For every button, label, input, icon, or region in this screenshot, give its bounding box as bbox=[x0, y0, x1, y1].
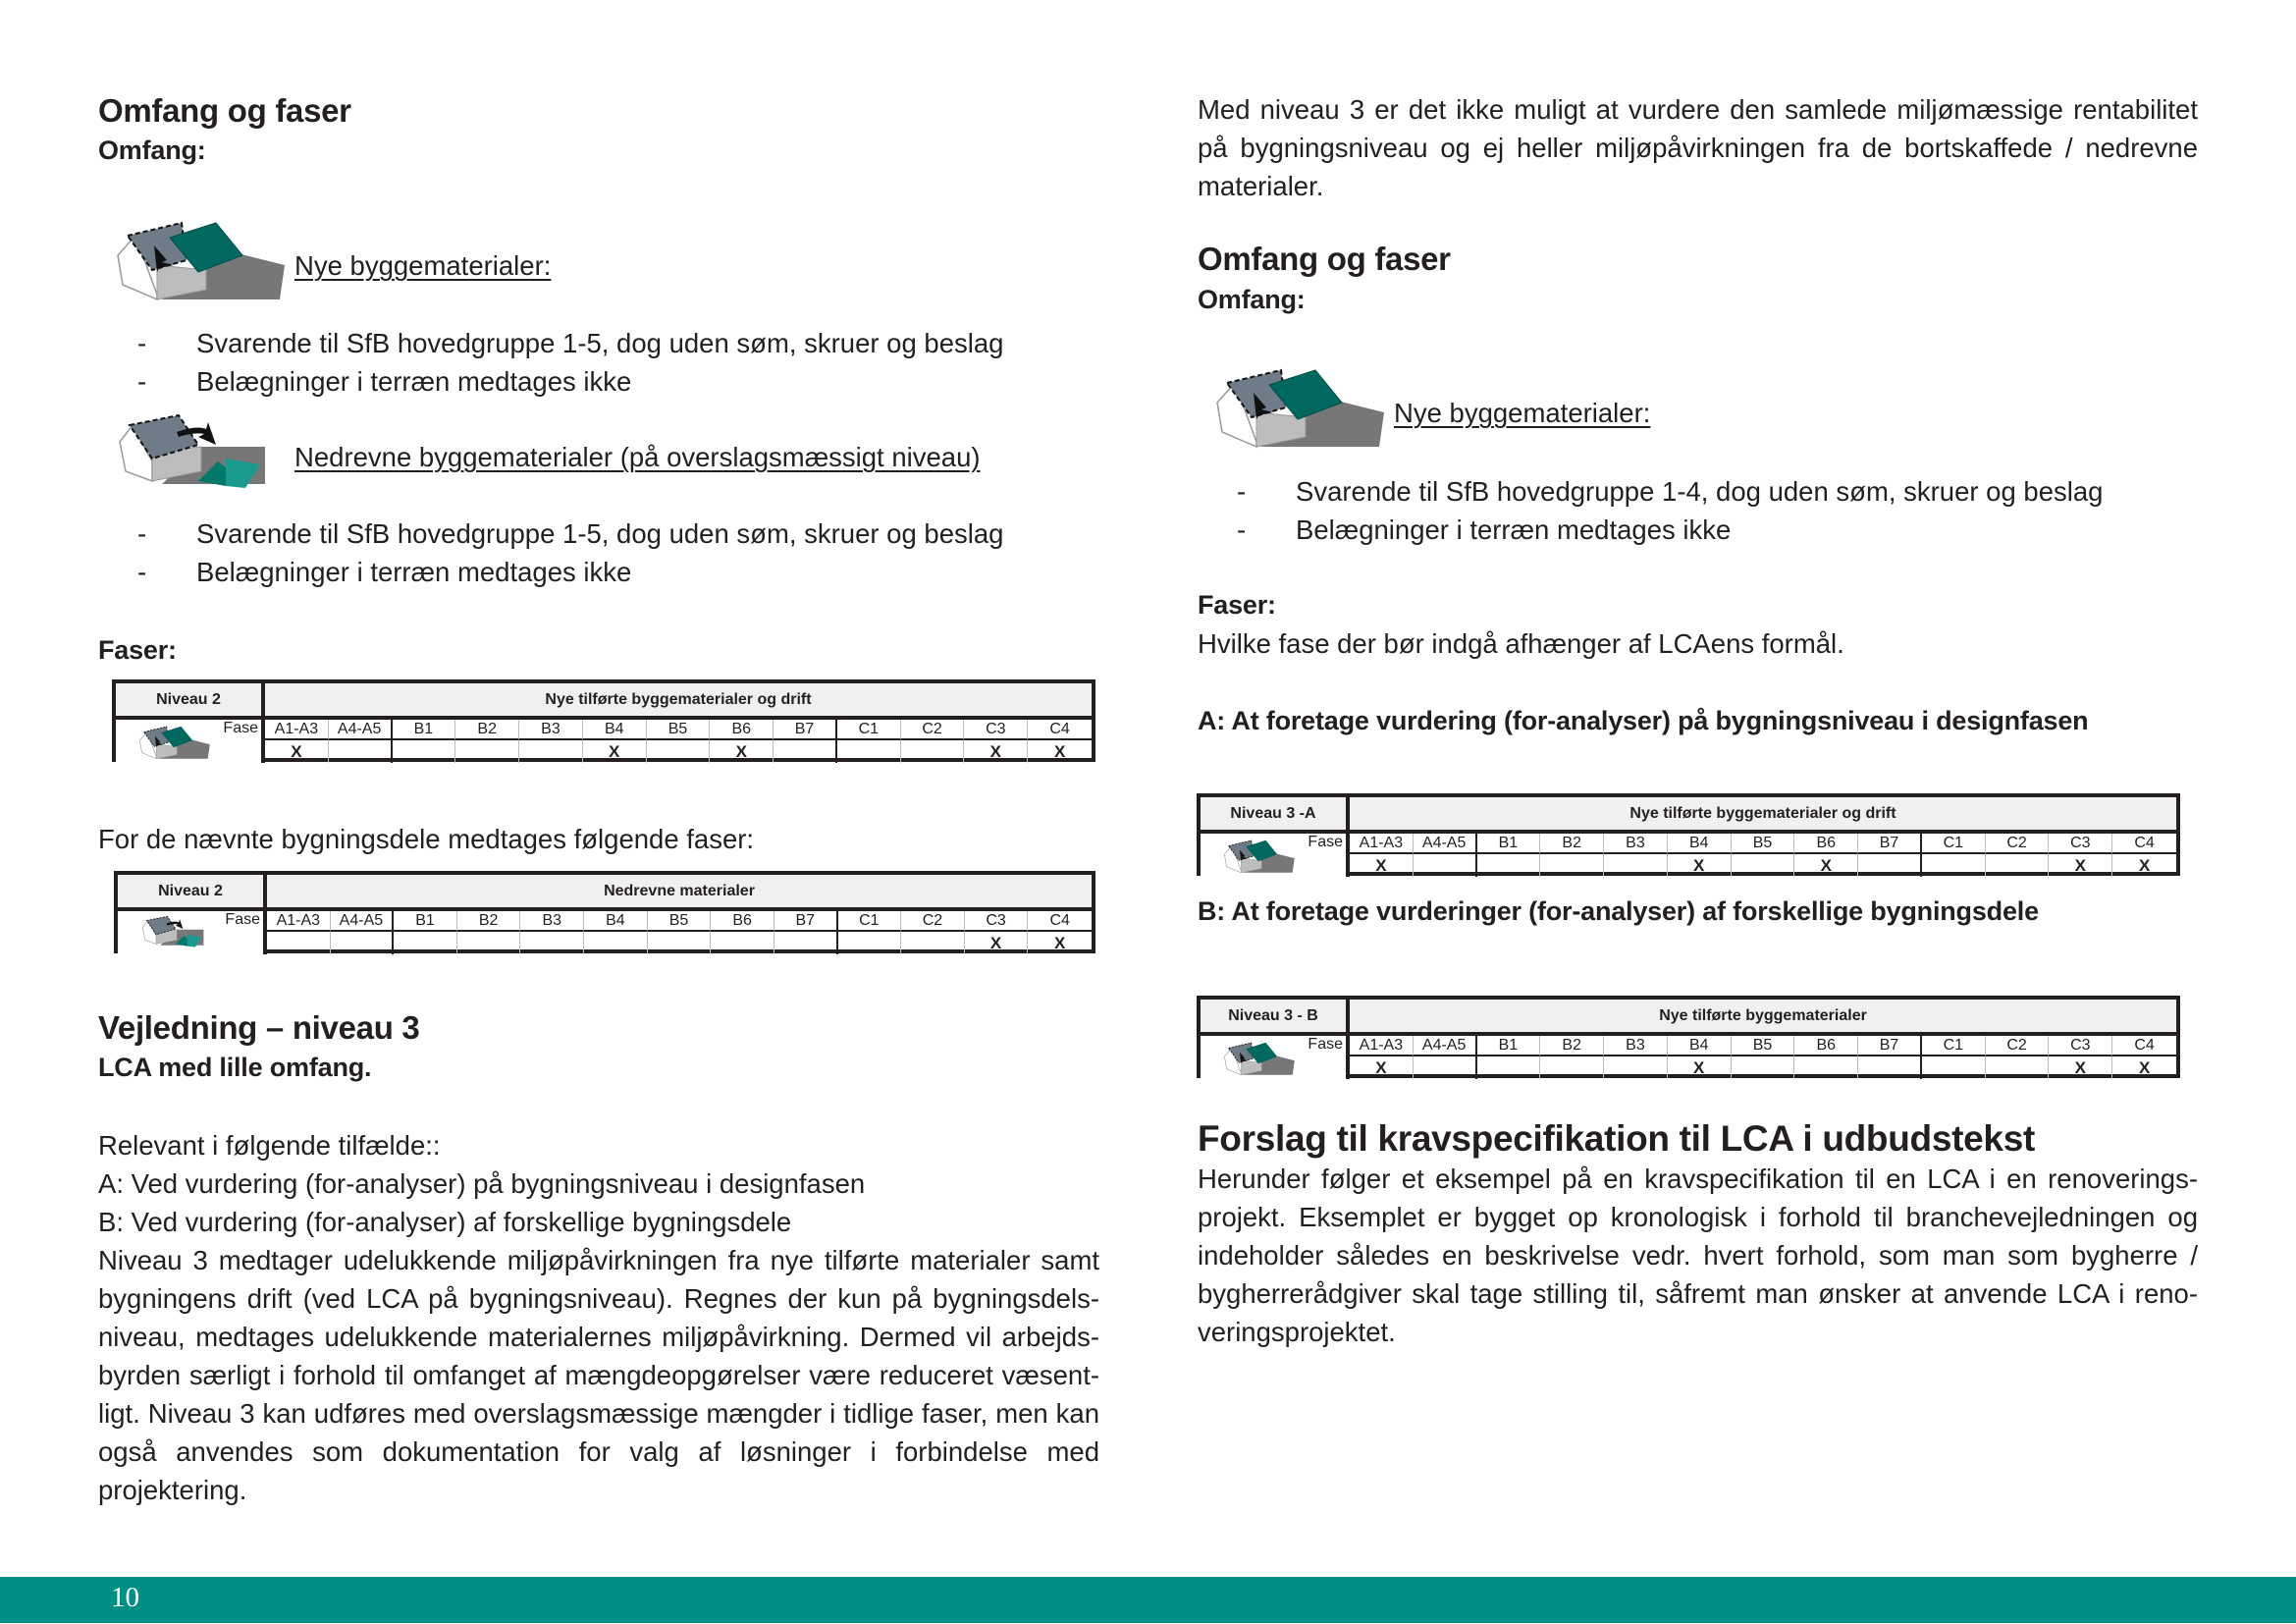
phase-table-niveau-3a bbox=[1197, 793, 2180, 876]
phase-mark-cell bbox=[1858, 1056, 1922, 1079]
scope-new-materials-label: Nye byggematerialer: bbox=[294, 250, 552, 281]
phase-header-cell: B5 bbox=[648, 911, 712, 932]
phase-header-cell: B7 bbox=[774, 720, 837, 740]
scope-new-bullets-right bbox=[1198, 472, 2199, 549]
phase-grid bbox=[267, 911, 1092, 954]
phase-header-cell: B3 bbox=[519, 720, 583, 740]
phase-grid bbox=[1350, 834, 2176, 877]
phase-mark-cell bbox=[394, 932, 457, 954]
phase-header-cell: A1-A3 bbox=[1350, 834, 1414, 854]
phase-mark-cell bbox=[1732, 854, 1795, 877]
phase-mark-cell bbox=[1604, 1056, 1668, 1079]
subheading-lca-lille-omfang: LCA med lille omfang. bbox=[98, 1053, 372, 1082]
phase-mark-cell: X bbox=[265, 740, 329, 763]
between-tables-text: For de nævnte bygningsdele medtages følgende faser: bbox=[98, 824, 755, 854]
phase-header-cell: B5 bbox=[1732, 834, 1795, 854]
phase-mark-cell bbox=[838, 932, 902, 954]
phase-mark-cell bbox=[774, 740, 837, 763]
phase-mark-cell: X bbox=[583, 740, 647, 763]
phase-header-cell: C4 bbox=[1028, 720, 1092, 740]
phase-header-cell: B2 bbox=[1540, 834, 1604, 854]
phase-mark-cell bbox=[267, 932, 331, 954]
phase-header-cell: B1 bbox=[1477, 834, 1541, 854]
phase-mark-cell bbox=[1986, 1056, 2050, 1079]
phase-header-cell: B7 bbox=[1858, 834, 1922, 854]
phase-mark-cell bbox=[393, 740, 456, 763]
relevant-case-b: B: Ved vurdering (for-analyser) af forskellige bygningsdele bbox=[98, 1207, 792, 1237]
phase-mark-cell: X bbox=[1350, 854, 1414, 877]
table-icon-cell bbox=[118, 911, 267, 954]
phase-header-cell: A1-A3 bbox=[267, 911, 331, 932]
phase-header-cell: C4 bbox=[1028, 911, 1092, 932]
scope-new-bullets bbox=[98, 324, 1099, 401]
subheading-omfang-right: Omfang: bbox=[1198, 285, 1306, 314]
phase-mark-cell: X bbox=[1794, 854, 1858, 877]
phase-mark-cell bbox=[1922, 1056, 1986, 1079]
phase-header-cell: A4-A5 bbox=[331, 911, 395, 932]
phase-header-cell: A1-A3 bbox=[1350, 1036, 1414, 1056]
phase-header-cell: B5 bbox=[647, 720, 711, 740]
relevant-intro: Relevant i følgende tilfælde:: bbox=[98, 1130, 441, 1161]
relevant-cases bbox=[98, 1126, 1099, 1509]
phase-header-cell: C3 bbox=[2049, 834, 2112, 854]
phase-mark-cell: X bbox=[2138, 1057, 2151, 1077]
phase-mark-cell bbox=[455, 740, 519, 763]
phase-mark-cell bbox=[1414, 854, 1477, 877]
phase-header-cell: B2 bbox=[455, 720, 519, 740]
phase-header-cell: C2 bbox=[901, 720, 965, 740]
table-header-row bbox=[116, 683, 1092, 720]
phase-mark-cell bbox=[711, 932, 774, 954]
fase-label: Fase bbox=[225, 911, 260, 928]
phase-mark-cell: X bbox=[1053, 741, 1066, 761]
table-icon-cell bbox=[1201, 834, 1350, 877]
phase-grid bbox=[1350, 1036, 2176, 1079]
kravspecifikation-paragraph: Herunder følger et eksempel på en kravspecifikation til en LCA i en renoverings-projekt. Eksemplet er bygget op kronologisk i forhold til branchevejledningen og indeholder således en beskrivelse vedr. hvert forhold, som man som bygherre / bygherrerådgiver skal tage stilling til, såfremt man ønsker at anvende LCA i reno-veringsprojektet. bbox=[1198, 1164, 2198, 1347]
subheading-omfang: Omfang: bbox=[98, 135, 206, 165]
table-level-label: Niveau 2 bbox=[116, 683, 265, 716]
phase-header-cell: C1 bbox=[1922, 1036, 1986, 1056]
phase-mark-cell bbox=[520, 932, 584, 954]
phase-mark-cell: X bbox=[1668, 854, 1732, 877]
phase-mark-cell: X bbox=[1668, 1056, 1732, 1079]
phase-mark-cell bbox=[837, 740, 901, 763]
phase-mark-cell bbox=[901, 932, 965, 954]
house-demolished-roof-icon bbox=[108, 407, 285, 506]
phase-mark-cell bbox=[329, 740, 393, 763]
scope-demolished-materials-label: Nedrevne byggematerialer (på overslagsmæssigt niveau) bbox=[294, 442, 981, 472]
scope-new-materials-label-right: Nye byggematerialer: bbox=[1394, 398, 1651, 428]
phase-mark-cell bbox=[901, 740, 965, 763]
phase-header-cell: C1 bbox=[837, 720, 901, 740]
phase-mark-cell bbox=[457, 932, 521, 954]
house-new-roof-icon bbox=[1212, 836, 1303, 877]
niveau-3-paragraph: Niveau 3 medtager udelukkende miljøpåvirkningen fra nye tilførte materialer samt bygningens drift (ved LCA på bygningsniveau). Regnes der kun på bygningsdels-niveau, medtages udelukkende materialernes miljøpåvirkning. Dermed vil arbejds-byrden særligt i forhold til omfanget af mængdeopgørelser være reduceret væsent-ligt. Niveau 3 kan udføres med overslagsmæssige mængder i tidlige faser, men kan også anvendes som dokumentation for valg af løsninger i forbindelse med projektering. bbox=[98, 1245, 1099, 1505]
bullet-item: - Belægninger i terræn medtages ikke bbox=[1237, 514, 1732, 545]
scope-demolished-bullets bbox=[98, 514, 1099, 591]
phase-mark-cell bbox=[1477, 1056, 1541, 1079]
phase-header-cell: C1 bbox=[838, 911, 902, 932]
phase-header-cell: C2 bbox=[1986, 1036, 2050, 1056]
fase-label: Fase bbox=[1308, 1036, 1343, 1053]
phase-header-cell: B4 bbox=[583, 720, 647, 740]
case-b-heading: B: At foretage vurderinger (for-analyser) af forskellige bygningsdele bbox=[1198, 896, 2039, 926]
phase-mark-cell: X bbox=[710, 740, 774, 763]
house-new-roof-icon bbox=[1207, 358, 1384, 457]
section-heading-vejledning: Vejledning – niveau 3 bbox=[98, 1009, 420, 1046]
phase-mark-cell: X bbox=[1350, 1056, 1414, 1079]
house-new-roof-icon bbox=[1212, 1038, 1303, 1079]
phase-grid bbox=[265, 720, 1092, 763]
bullet-item: - Belægninger i terræn medtages ikke bbox=[137, 366, 632, 397]
page-footer-bar bbox=[0, 1577, 2296, 1623]
phase-header-cell: B4 bbox=[584, 911, 648, 932]
phase-mark-cell bbox=[648, 932, 712, 954]
phase-header-cell: B2 bbox=[1540, 1036, 1604, 1056]
phase-mark-cell: X bbox=[2049, 854, 2112, 877]
phase-mark-cell bbox=[331, 932, 395, 954]
phase-mark-cell bbox=[584, 932, 648, 954]
phase-header-cell: B7 bbox=[1858, 1036, 1922, 1056]
phase-mark-cell bbox=[1540, 854, 1604, 877]
bullet-item: - Svarende til SfB hovedgruppe 1-5, dog uden søm, skruer og beslag bbox=[137, 328, 1004, 358]
phase-mark-cell: X bbox=[1054, 933, 1066, 952]
phase-table-niveau-3b bbox=[1197, 996, 2180, 1078]
phase-mark-cell bbox=[1540, 1056, 1604, 1079]
table-level-label: Niveau 3 -A bbox=[1201, 797, 1350, 830]
table-level-label: Niveau 3 - B bbox=[1201, 1000, 1350, 1032]
phase-header-cell: B6 bbox=[1794, 834, 1858, 854]
phase-mark-cell bbox=[1604, 854, 1668, 877]
house-new-roof-icon bbox=[128, 722, 218, 763]
phase-header-cell: B7 bbox=[774, 911, 838, 932]
phase-mark-cell bbox=[1986, 854, 2050, 877]
phase-mark-cell bbox=[774, 932, 838, 954]
phase-mark-cell bbox=[1858, 854, 1922, 877]
page-number: 10 bbox=[111, 1582, 139, 1613]
phase-header-cell: B6 bbox=[711, 911, 774, 932]
section-heading-kravspecifikation: Forslag til kravspecifikation til LCA i udbudstekst bbox=[1198, 1118, 2035, 1159]
section-heading-omfang-og-faser: Omfang og faser bbox=[98, 92, 351, 129]
relevant-case-a: A: Ved vurdering (for-analyser) på bygningsniveau i designfasen bbox=[98, 1168, 866, 1199]
phase-mark-cell bbox=[1414, 1056, 1477, 1079]
phase-header-cell: B4 bbox=[1668, 834, 1732, 854]
phase-mark-cell bbox=[1477, 854, 1541, 877]
phase-mark-cell: X bbox=[2049, 1056, 2112, 1079]
phase-header-cell: B6 bbox=[1794, 1036, 1858, 1056]
phase-table-niveau-2-new bbox=[112, 679, 1095, 762]
case-a-heading: A: At foretage vurdering (for-analyser) på bygningsniveau i designfasen bbox=[1198, 706, 2089, 735]
phase-header-cell: B2 bbox=[457, 911, 521, 932]
phase-header-cell: B3 bbox=[520, 911, 584, 932]
phase-mark-cell: X bbox=[2138, 855, 2151, 875]
subheading-faser: Faser: bbox=[98, 635, 177, 665]
bullet-item: - Svarende til SfB hovedgruppe 1-5, dog uden søm, skruer og beslag bbox=[137, 518, 1004, 549]
phase-header-cell: C3 bbox=[2049, 1036, 2112, 1056]
phase-header-cell: A1-A3 bbox=[265, 720, 329, 740]
bullet-item: - Belægninger i terræn medtages ikke bbox=[137, 557, 632, 587]
phase-header-cell: B5 bbox=[1732, 1036, 1795, 1056]
phase-header-cell: B1 bbox=[394, 911, 457, 932]
phase-table-niveau-2-demolished bbox=[114, 871, 1095, 953]
phase-mark-cell bbox=[1794, 1056, 1858, 1079]
fase-label: Fase bbox=[223, 720, 258, 736]
phase-header-cell: B4 bbox=[1668, 1036, 1732, 1056]
phase-header-cell: B1 bbox=[393, 720, 456, 740]
phase-mark-cell bbox=[647, 740, 711, 763]
table-title: Nedrevne materialer bbox=[604, 882, 755, 899]
phase-header-cell: A4-A5 bbox=[329, 720, 393, 740]
intro-paragraph: Med niveau 3 er det ikke muligt at vurdere den samlede miljømæssige rentabilitet på bygningsniveau og ej heller miljøpåvirkningen fra de bortskaffede / nedrevne materialer. bbox=[1198, 94, 2198, 201]
phase-header-cell: B3 bbox=[1604, 834, 1668, 854]
phase-mark-cell bbox=[1732, 1056, 1795, 1079]
phase-header-cell: C2 bbox=[1986, 834, 2050, 854]
table-level-label: Niveau 2 bbox=[118, 875, 267, 907]
house-new-roof-icon bbox=[108, 211, 285, 309]
faser-text: Hvilke fase der bør indgå afhænger af LCAens formål. bbox=[1198, 628, 1844, 659]
phase-header-cell: C3 bbox=[965, 911, 1029, 932]
table-title: Nye tilførte byggematerialer og drift bbox=[1629, 804, 1896, 822]
phase-mark-cell: X bbox=[965, 932, 1029, 954]
fase-label: Fase bbox=[1308, 834, 1343, 850]
phase-header-cell: C1 bbox=[1922, 834, 1986, 854]
phase-header-cell: C3 bbox=[964, 720, 1028, 740]
table-icon-cell bbox=[116, 720, 265, 763]
phase-header-cell: A4-A5 bbox=[1414, 834, 1477, 854]
phase-header-cell: A4-A5 bbox=[1414, 1036, 1477, 1056]
bullet-item: - Svarende til SfB hovedgruppe 1-4, dog uden søm, skruer og beslag bbox=[1237, 476, 2104, 507]
table-header-row bbox=[118, 875, 1092, 911]
phase-mark-cell: X bbox=[964, 740, 1028, 763]
phase-header-cell: B3 bbox=[1604, 1036, 1668, 1056]
section-heading-omfang-og-faser-right: Omfang og faser bbox=[1198, 241, 1451, 277]
phase-header-cell: C2 bbox=[901, 911, 965, 932]
table-header-row bbox=[1201, 797, 2176, 834]
phase-header-cell: B1 bbox=[1477, 1036, 1541, 1056]
table-title: Nye tilførte byggematerialer bbox=[1659, 1006, 1867, 1024]
subheading-faser-right: Faser: bbox=[1198, 590, 1276, 620]
phase-header-cell: C4 bbox=[2112, 1036, 2176, 1056]
phase-header-cell: C4 bbox=[2112, 834, 2176, 854]
phase-header-cell: B6 bbox=[710, 720, 774, 740]
phase-mark-cell bbox=[1922, 854, 1986, 877]
table-title: Nye tilførte byggematerialer og drift bbox=[545, 690, 812, 708]
phase-mark-cell bbox=[519, 740, 583, 763]
table-header-row bbox=[1201, 1000, 2176, 1036]
house-demolished-roof-icon bbox=[130, 913, 220, 954]
table-icon-cell bbox=[1201, 1036, 1350, 1079]
